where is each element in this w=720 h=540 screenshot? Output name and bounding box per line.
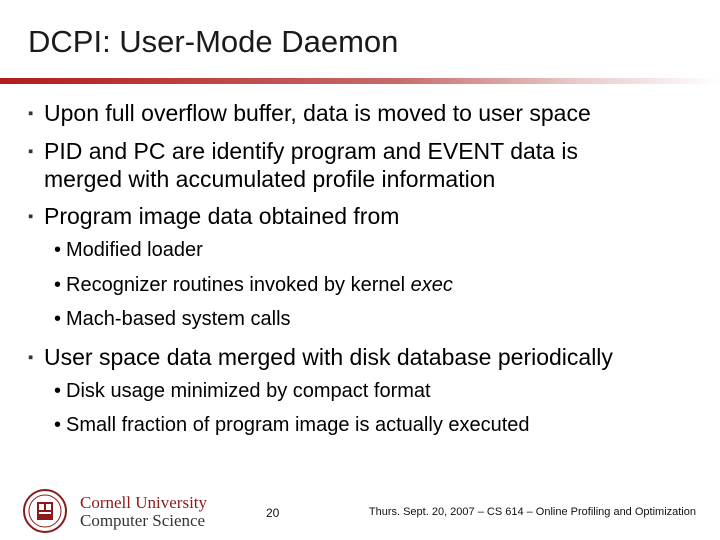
bullet-text: Upon full overflow buffer, data is moved to user space <box>44 100 591 126</box>
sub-bullet-text: Disk usage minimized by compact format <box>66 380 431 402</box>
sub-bullet-text-plain: Recognizer routines invoked by kernel <box>66 274 411 296</box>
sub-bullet-text: Small fraction of program image is actually executed <box>66 414 530 436</box>
square-bullet-icon: ▪ <box>28 105 34 122</box>
sub-bullet-text: Modified loader <box>66 239 203 261</box>
sub-bullet-text: Mach-based system calls <box>66 308 291 330</box>
square-bullet-icon: ▪ <box>28 143 34 160</box>
footer-caption: Thurs. Sept. 20, 2007 – CS 614 – Online Profiling and Optimization <box>368 506 696 518</box>
square-bullet-icon: ▪ <box>28 208 34 225</box>
page-number: 20 <box>266 506 280 520</box>
square-bullet-icon: ▪ <box>28 349 34 366</box>
cornell-seal-icon <box>22 488 68 534</box>
bullet-text: User space data merged with disk database periodically <box>44 344 613 370</box>
sub-bullet-text-italic: exec <box>410 274 453 296</box>
sub-bullet-text <box>66 271 453 299</box>
round-bullet-icon: • <box>54 380 62 402</box>
logo-line-department: Computer Science <box>80 511 206 530</box>
bullet-text-continued: merged with accumulated profile information <box>44 166 496 192</box>
round-bullet-icon: • <box>54 414 62 436</box>
cornell-logo <box>22 488 222 534</box>
round-bullet-icon: • <box>54 274 62 296</box>
round-bullet-icon: • <box>54 308 62 330</box>
round-bullet-icon: • <box>54 239 62 261</box>
logo-line-university: Cornell University <box>80 493 208 512</box>
title-divider <box>0 78 720 84</box>
slide-title: DCPI: User-Mode Daemon <box>28 24 399 59</box>
bullet-text: Program image data obtained from <box>44 203 400 229</box>
bullet-text: PID and PC are identify program and EVENT data is <box>44 138 578 164</box>
